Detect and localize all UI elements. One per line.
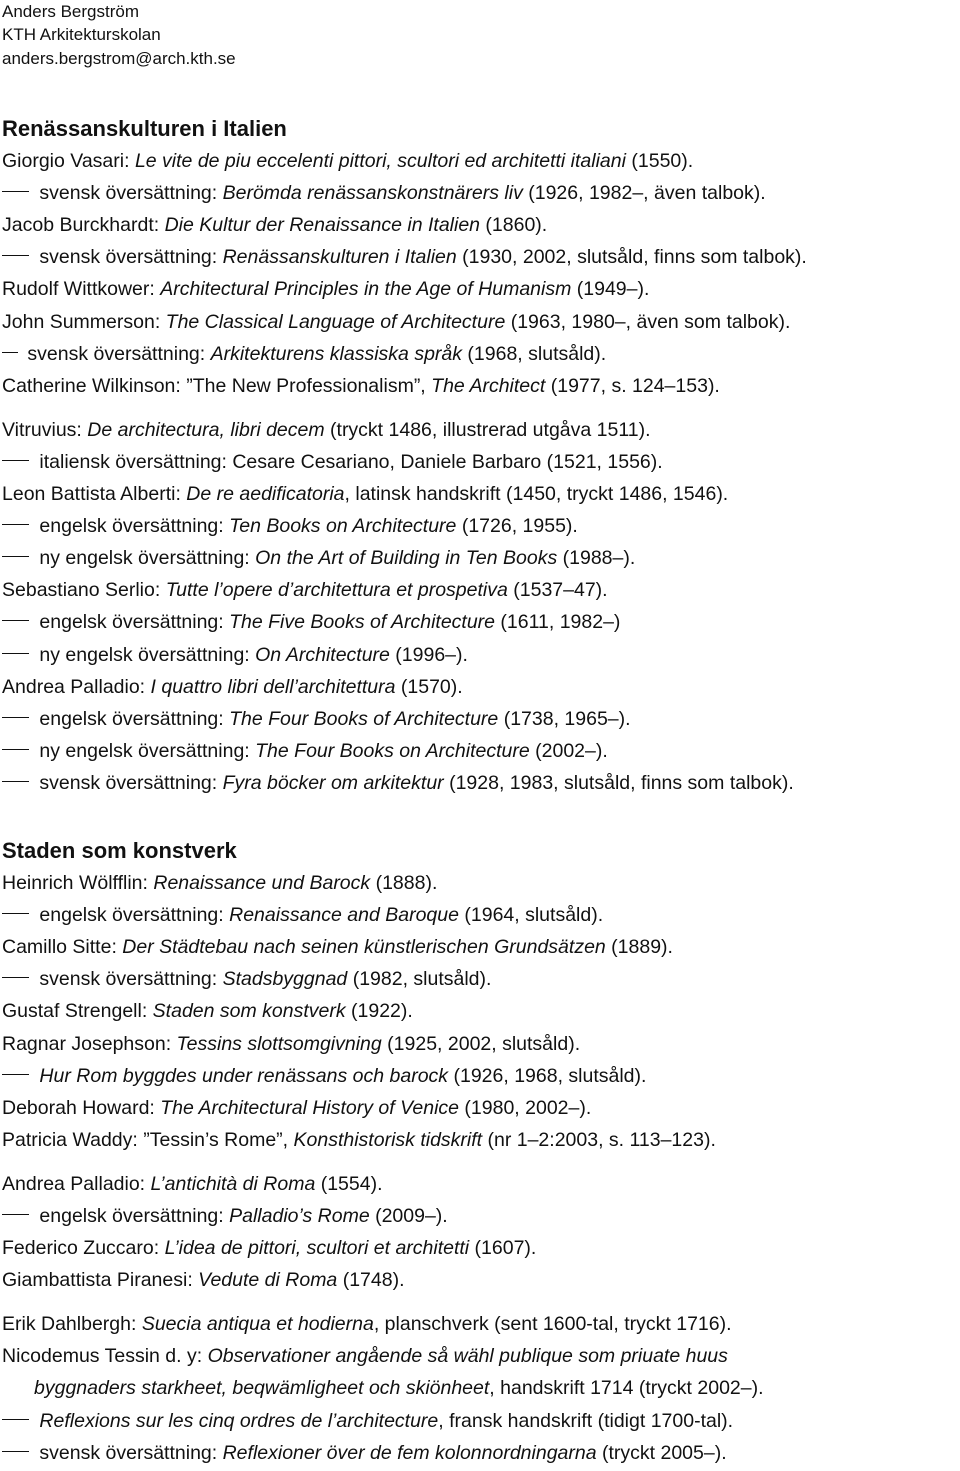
reference-entry (34, 1375, 764, 1401)
work-title: L’antichità di Roma (150, 1173, 316, 1195)
entry-text: ny engelsk översättning: (34, 740, 256, 762)
translation-dash (2, 460, 29, 461)
entry-text: Federico Zuccaro: (2, 1237, 165, 1259)
entry-text: (tryckt 1486, illustrerad utgåva 1511). (324, 419, 651, 441)
reference-entry (2, 1031, 580, 1057)
entry-text: (1550). (625, 150, 694, 172)
work-title: Renässanskulturen i Italien (222, 246, 457, 268)
translation-dash (2, 556, 29, 557)
entry-text: Andrea Palladio: (2, 676, 151, 698)
entry-text: svensk översättning: (34, 182, 223, 204)
work-title: Renaissance und Barock (153, 872, 371, 894)
work-title: The Classical Language of Architecture (165, 311, 506, 333)
author-email: anders.bergstrom@arch.kth.se (2, 49, 236, 68)
translation-dash (2, 1214, 29, 1215)
work-title: Berömda renässanskonstnärers liv (222, 182, 523, 204)
entry-text: , handskrift 1714 (tryckt 2002–). (489, 1377, 764, 1399)
work-title: The Five Books of Architecture (229, 611, 496, 633)
entry-text: (1554). (315, 1173, 383, 1195)
entry-text: (1607). (469, 1237, 537, 1259)
entry-text: Deborah Howard: (2, 1097, 161, 1119)
entry-text: (2009–). (369, 1205, 448, 1227)
work-title: Observationer angående så wähl publique som priuate huus (207, 1345, 728, 1367)
translation-dash (2, 749, 29, 750)
entry-text: ny engelsk översättning: (34, 547, 256, 569)
entry-text: svensk översättning: (34, 968, 223, 990)
entry-text: , latinsk handskrift (1450, tryckt 1486, 1546). (344, 483, 729, 505)
reference-entry (2, 1311, 732, 1337)
entry-text: engelsk översättning: (34, 708, 230, 730)
reference-entry (2, 341, 606, 367)
entry-text: Camillo Sitte: (2, 936, 123, 958)
work-title: The Four Books on Architecture (255, 740, 530, 762)
reference-entry (2, 934, 673, 960)
work-title: Palladio’s Rome (229, 1205, 370, 1227)
entry-text: (1611, 1982–) (495, 611, 621, 633)
entry-text: Sebastiano Serlio: (2, 579, 166, 601)
work-title: Ten Books on Architecture (229, 515, 457, 537)
work-title: Reflexions sur les cinq ordres de l’architecture (39, 1410, 439, 1432)
entry-text: (1930, 2002, slutsåld, finns som talbok). (456, 246, 807, 268)
reference-entry (2, 1235, 536, 1261)
entry-text: (1748). (337, 1269, 405, 1291)
entry-text: svensk översättning: (34, 1442, 223, 1464)
entry-text: (2002–). (529, 740, 608, 762)
reference-entry (2, 1408, 733, 1434)
entry-text: (1570). (395, 676, 463, 698)
translation-dash (2, 913, 29, 914)
entry-text: (1537–47). (507, 579, 608, 601)
entry-text: (nr 1–2:2003, s. 113–123). (482, 1129, 716, 1151)
work-title: Die Kultur der Renaissance in Italien (164, 214, 481, 236)
reference-entry (2, 449, 663, 475)
school-name: KTH Arkitekturskolan (2, 25, 161, 44)
translation-dash (2, 255, 29, 256)
entry-text: Patricia Waddy: ”Tessin’s Rome”, (2, 1129, 294, 1151)
reference-entry (2, 706, 631, 732)
translation-dash (2, 620, 29, 621)
entry-text: (1964, slutsåld). (458, 904, 604, 926)
translation-dash (2, 524, 29, 525)
reference-entry (2, 180, 766, 206)
work-title: Fyra böcker om arkitektur (222, 772, 444, 794)
reference-entry (2, 642, 468, 668)
entry-text: svensk översättning: (34, 246, 223, 268)
work-title: Suecia antiqua et hodierna (141, 1313, 374, 1335)
work-title: Architectural Principles in the Age of Humanism (160, 278, 572, 300)
translation-dash (2, 653, 29, 654)
reference-entry (2, 738, 608, 764)
work-title: Staden som konstverk (152, 1000, 346, 1022)
reference-entry (2, 609, 620, 635)
entry-text: (1860). (480, 214, 548, 236)
entry-text: Catherine Wilkinson: ”The New Professionalism”, (2, 375, 432, 397)
work-title: Konsthistorisk tidskrift (293, 1129, 483, 1151)
reference-entry (2, 513, 578, 539)
entry-text: (1996–). (389, 644, 468, 666)
entry-text: Jacob Burckhardt: (2, 214, 165, 236)
entry-text: Erik Dahlbergh: (2, 1313, 142, 1335)
reference-entry (2, 1063, 646, 1089)
entry-text: , planschverk (sent 1600-tal, tryckt 1716). (373, 1313, 732, 1335)
reference-entry (2, 1343, 728, 1369)
work-title: Der Städtebau nach seinen künstlerischen Grundsätzen (122, 936, 606, 958)
entry-text: Ragnar Josephson: (2, 1033, 177, 1055)
section-heading: Renässanskulturen i Italien (2, 116, 287, 141)
entry-text: svensk översättning: (34, 772, 223, 794)
entry-text: , fransk handskrift (tidigt 1700-tal). (438, 1410, 734, 1432)
work-title: Hur Rom byggdes under renässans och barock (39, 1065, 449, 1087)
entry-text: Rudolf Wittkower: (2, 278, 161, 300)
entry-text: Andrea Palladio: (2, 1173, 151, 1195)
translation-dash (2, 1419, 29, 1420)
entry-text: engelsk översättning: (34, 1205, 230, 1227)
reference-entry (2, 1127, 716, 1153)
work-title: Vedute di Roma (198, 1269, 338, 1291)
entry-text: Gustaf Strengell: (2, 1000, 153, 1022)
reference-entry (2, 417, 651, 443)
translation-dash (2, 781, 29, 782)
reference-entry (2, 481, 728, 507)
entry-text: (1963, 1980–, även som talbok). (505, 311, 791, 333)
reference-entry (2, 545, 635, 571)
translation-dash (2, 1074, 29, 1075)
reference-entry (2, 770, 794, 796)
reference-entry (2, 1203, 448, 1229)
section-heading: Staden som konstverk (2, 838, 237, 863)
work-title: The Architectural History of Venice (160, 1097, 460, 1119)
work-title: I quattro libri dell’architettura (150, 676, 396, 698)
reference-entry (2, 1095, 591, 1121)
translation-dash (2, 1451, 29, 1452)
work-title: De re aedificatoria (186, 483, 345, 505)
translation-dash (2, 191, 29, 192)
author-name: Anders Bergström (2, 2, 139, 21)
work-title: byggnaders starkheet, beqwämligheet och skiönheet (34, 1377, 490, 1399)
work-title: The Four Books of Architecture (229, 708, 499, 730)
reference-entry (2, 212, 547, 238)
entry-text: Nicodemus Tessin d. y: (2, 1345, 208, 1367)
entry-text: Leon Battista Alberti: (2, 483, 187, 505)
reference-entry (2, 276, 649, 302)
reference-entry (2, 998, 413, 1024)
entry-text: (1977, s. 124–153). (545, 375, 720, 397)
entry-text: engelsk översättning: (34, 904, 230, 926)
entry-text: Heinrich Wölfflin: (2, 872, 154, 894)
translation-dash (2, 977, 29, 978)
entry-text: (1988–). (557, 547, 636, 569)
reference-entry (2, 309, 790, 335)
entry-text: (1928, 1983, slutsåld, finns som talbok). (443, 772, 794, 794)
work-title: On Architecture (255, 644, 390, 666)
work-title: On the Art of Building in Ten Books (255, 547, 558, 569)
reference-entry (2, 148, 693, 174)
work-title: Tessins slottsomgivning (176, 1033, 382, 1055)
entry-text: (1926, 1968, slutsåld). (448, 1065, 647, 1087)
reference-entry (2, 244, 807, 270)
entry-text: Giambattista Piranesi: (2, 1269, 199, 1291)
work-title: Renaissance and Baroque (229, 904, 459, 926)
entry-text: (1888). (370, 872, 438, 894)
entry-text: (1889). (605, 936, 673, 958)
entry-text: (1982, slutsåld). (347, 968, 492, 990)
entry-text: engelsk översättning: (34, 611, 230, 633)
entry-text: ny engelsk översättning: (34, 644, 256, 666)
entry-text: (1980, 2002–). (459, 1097, 592, 1119)
reference-entry (2, 966, 491, 992)
entry-text: (1926, 1982–, även talbok). (522, 182, 766, 204)
reference-entry (2, 870, 437, 896)
entry-text: (tryckt 2005–). (596, 1442, 727, 1464)
work-title: L’idea de pittori, scultori et architetti (164, 1237, 470, 1259)
work-title: De architectura, libri decem (87, 419, 325, 441)
reference-entry (2, 577, 608, 603)
reference-entry (2, 373, 720, 399)
entry-text: engelsk översättning: (34, 515, 230, 537)
entry-text: (1738, 1965–). (498, 708, 631, 730)
entry-text: (1925, 2002, slutsåld). (381, 1033, 581, 1055)
reference-entry (2, 1267, 404, 1293)
entry-text: (1726, 1955). (456, 515, 578, 537)
entry-text: Giorgio Vasari: (2, 150, 135, 172)
translation-dash (2, 717, 29, 718)
work-title: Reflexioner över de fem kolonnordningarna (222, 1442, 597, 1464)
work-title: Arkitekturens klassiska språk (210, 343, 463, 365)
work-title: Tutte l’opere d’architettura et prospetiva (165, 579, 508, 601)
entry-text: (1968, slutsåld). (462, 343, 607, 365)
reference-entry (2, 674, 463, 700)
reference-entry (2, 1440, 727, 1466)
work-title: Stadsbyggnad (222, 968, 348, 990)
entry-text: Vitruvius: (2, 419, 88, 441)
reference-entry (2, 902, 603, 928)
entry-text: svensk översättning: (22, 343, 211, 365)
entry-text: (1949–). (571, 278, 650, 300)
reference-entry (2, 1171, 383, 1197)
work-title: Le vite de piu eccelenti pittori, scultori ed architetti italiani (134, 150, 626, 172)
entry-text: John Summerson: (2, 311, 166, 333)
entry-text: (1922). (345, 1000, 413, 1022)
work-title: The Architect (431, 375, 546, 397)
translation-dash (2, 352, 18, 353)
entry-text: italiensk översättning: Cesare Cesariano, Daniele Barbaro (1521, 1556). (34, 451, 663, 473)
